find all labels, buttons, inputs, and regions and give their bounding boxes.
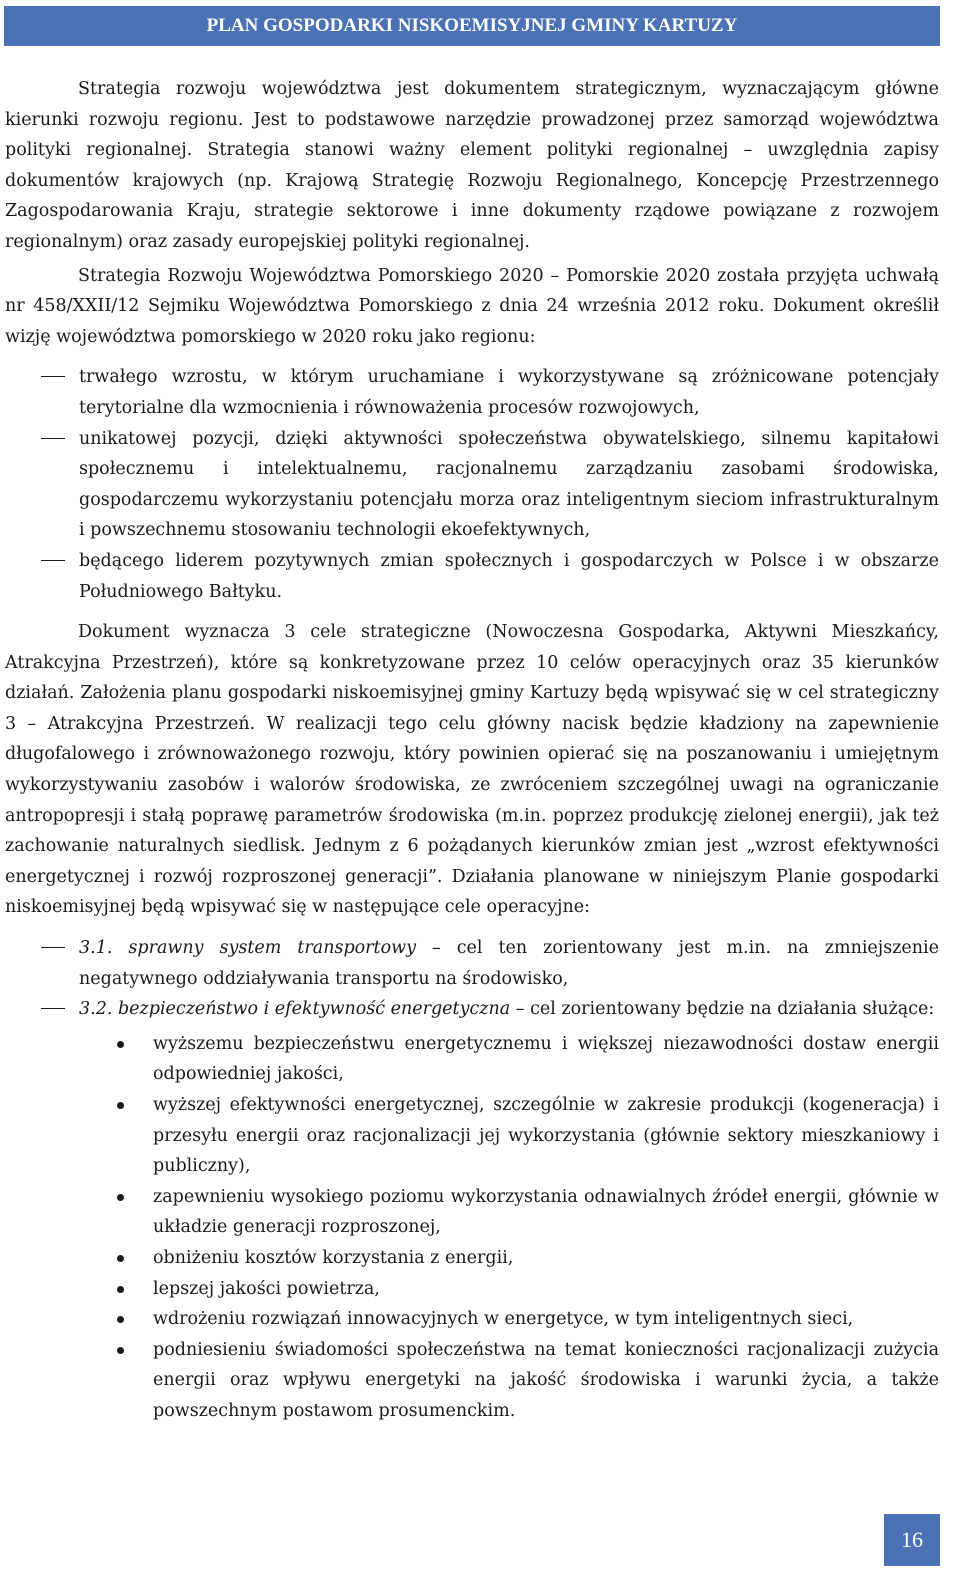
vision-list — [5, 362, 939, 607]
header-title: PLAN GOSPODARKI NISKOEMISYJNEJ GMINY KARTUZY — [206, 15, 738, 36]
goal-title: 3.1. sprawny system transportowy — [79, 938, 416, 959]
list-item: zapewnieniu wysokiego poziomu wykorzystania odnawialnych źródeł energii, głównie w układzie generacji rozproszonej, — [5, 1182, 939, 1243]
paragraph-strategic-goals: Dokument wyznacza 3 cele strategiczne (Nowoczesna Gospodarka, Aktywni Mieszkańcy, Atrakcyjna Przestrzeń), które są konkretyzowane przez 10 celów operacyjnych oraz 35 kierunków działań. Założenia planu gospodarki niskoemisyjnej gminy Kartuzy będą wpisywać się w cel strategiczny 3 – Atrakcyjna Przestrzeń. W realizacji tego celu główny nacisk będzie kładziony na zapewnienie długofalowego i zrównoważonego rozwoju, który powinien opierać się na poszanowaniu i umiejętnym wykorzystywaniu zasobów i walorów środowiska, ze zwróceniem szczególnej uwagi na ograniczanie antropopresji i stałą poprawę parametrów środowiska (m.in. poprzez produkcję zielonej energii), jak też zachowanie naturalnych siedlisk. Jednym z 6 pożądanych kierunków zmian jest „wzrost efektywności energetycznej i rozwój rozproszonej generacji”. Działania planowane w niniejszym Planie gospodarki niskoemisyjnej będą wpisywać się w następujące cele operacyjne: — [5, 622, 939, 918]
list-item: trwałego wzrostu, w którym uruchamiane i wykorzystywane są zróżnicowane potencjały terytorialne dla wzmocnienia i równoważenia procesów rozwojowych, — [5, 362, 939, 423]
list-item: podniesieniu świadomości społeczeństwa na temat konieczności racjonalizacji zużycia energii oraz wpływu energetyki na jakość środowiska i warunki życia, a także powszechnym postawom prosumenckim. — [5, 1335, 939, 1427]
list-item — [5, 933, 939, 994]
list-item: wdrożeniu rozwiązań innowacyjnych w energetyce, w tym inteligentnych sieci, — [5, 1304, 939, 1335]
document-body — [5, 74, 939, 1427]
list-item: obniżeniu kosztów korzystania z energii, — [5, 1243, 939, 1274]
page-number-label: 16 — [901, 1527, 923, 1552]
list-item: wyższemu bezpieczeństwu energetycznemu i większej niezawodności dostaw energii odpowiedniej jakości, — [5, 1029, 939, 1090]
paragraph-pomorskie-2020: Strategia Rozwoju Województwa Pomorskiego 2020 – Pomorskie 2020 została przyjęta uchwałą nr 458/XXII/12 Sejmiku Województwa Pomorskiego z dnia 24 września 2012 roku. Dokument określił wizję województwa pomorskiego w 2020 roku jako regionu: — [5, 265, 939, 347]
goal-title: 3.2. bezpieczeństwo i efektywność energetyczna — [79, 999, 511, 1020]
page-header — [4, 6, 940, 46]
energy-actions-list — [79, 1029, 939, 1427]
page-number — [884, 1514, 940, 1566]
list-item: wyższej efektywności energetycznej, szczególnie w zakresie produkcji (kogeneracja) i przesyłu energii oraz racjonalizacji jej wykorzystania (głównie sektory mieszkaniowy i publiczny), — [5, 1090, 939, 1182]
list-item: lepszej jakości powietrza, — [5, 1274, 939, 1305]
operational-goals-list — [5, 933, 939, 1427]
goal-description: – cel zorientowany będzie na działania służące: — [510, 999, 935, 1020]
goal-description: – cel ten zorientowany jest m.in. na zmniejszenie negatywnego oddziaływania transportu na środowisko, — [79, 938, 940, 989]
paragraph-strategy-intro: Strategia rozwoju województwa jest dokumentem strategicznym, wyznaczającym główne kierunki rozwoju regionu. Jest to podstawowe narzędzie prowadzonej przez samorząd województwa polityki regionalnej. Strategia stanowi ważny element polityki regionalnej – uwzględnia zapisy dokumentów krajowych (np. Krajową Strategię Rozwoju Regionalnego, Koncepcję Przestrzennego Zagospodarowania Kraju, strategie sektorowe i inne dokumenty rządowe powiązane z rozwojem regionalnym) oraz zasady europejskiej polityki regionalnej. — [5, 79, 939, 252]
list-item: będącego liderem pozytywnych zmian społecznych i gospodarczych w Polsce i w obszarze Południowego Bałtyku. — [5, 546, 939, 607]
list-item: unikatowej pozycji, dzięki aktywności społeczeństwa obywatelskiego, silnemu kapitałowi społecznemu i intelektualnemu, racjonalnemu zarządzaniu zasobami środowiska, gospodarczemu wykorzystaniu potencjału morza oraz inteligentnym sieciom infrastrukturalnym i powszechnemu stosowaniu technologii ekoefektywnych, — [5, 424, 939, 546]
list-item — [5, 994, 939, 1426]
